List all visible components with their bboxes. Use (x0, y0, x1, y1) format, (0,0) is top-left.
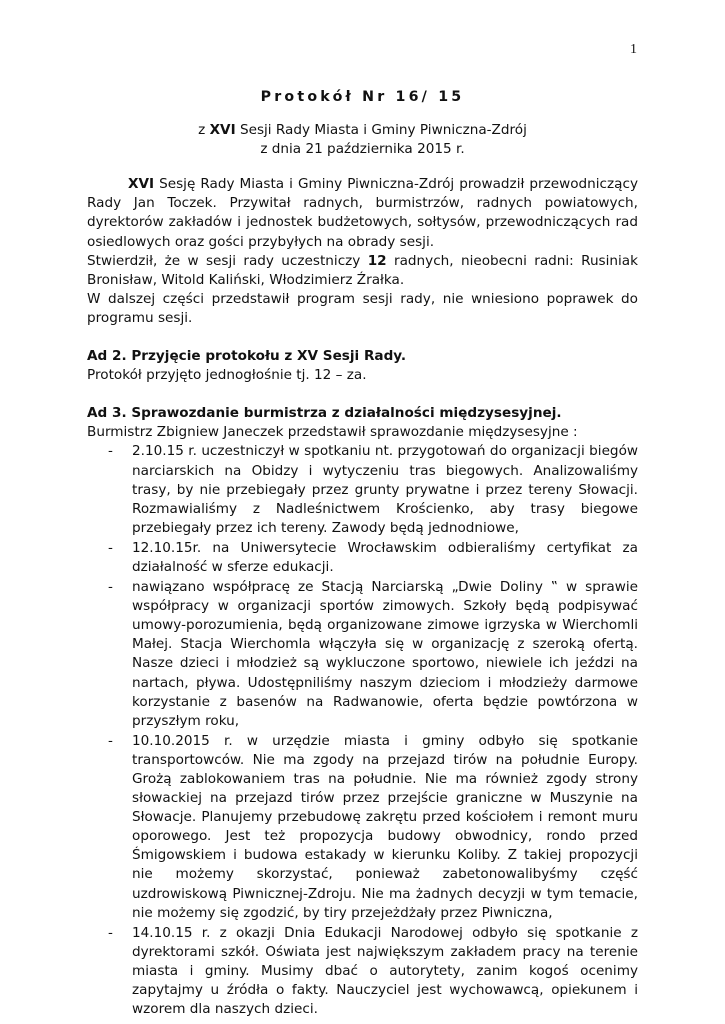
list-item: - 14.10.15 r. z okazji Dnia Edukacji Narodowej odbyło się spotkanie z dyrektorami szkół. Oświata jest największym zakładem pracy na terenie miasta i gminy. Musimy dbać o autorytety, zanim kogoś ocenimy zapytajmy u źródła o fakty. Nauczyciel jest wychowawcą, opiekunem i wzorem dla naszych dzieci. (87, 924, 638, 1019)
program-paragraph: W dalszej części przedstawił program sesji rady, nie wniesiono poprawek do programu sesji. (87, 290, 638, 326)
ad3-heading: Ad 3. Sprawozdanie burmistrza z działalności międzysesyjnej. (87, 405, 562, 422)
session-prefix: z (198, 122, 206, 139)
document-title: Protokół Nr 16/ 15 (260, 89, 465, 105)
intro-roman-number: XVI (128, 176, 155, 193)
ad2-text: Protokół przyjęto jednogłośnie tj. 12 – za. (87, 367, 367, 384)
intro-paragraph (87, 175, 638, 251)
session-date: z dnia 21 października 2015 r. (260, 141, 465, 158)
list-item: - 2.10.15 r. uczestniczył w spotkaniu nt. przygotowań do organizacji biegów narciarskich na Obidzy i wytyczeniu tras biegowych. Analizowaliśmy trasy, by nie przebiegały przez grunty prywatne i przez tereny Słowacji. Rozmawialiśmy z Nadleśnictwem Krościenko, aby trasy biegowe przebiegały przez ich tereny. Zawody będą jednodniowe, (87, 442, 638, 537)
list-item: - nawiązano współpracę ze Stacją Narciarską „Dwie Doliny ‟ w sprawie współpracy w organizacji sportów zimowych. Szkoły będą podpisywać umowy-porozumienia, będą organizowane zimowe igrzyska w Wierchomli Małej. Stacja Wierchomla włączyła się w organizację z szeroką ofertą. Nasze dzieci i młodzież są wykluczone sportowo, niewiele ich jeździ na nartach, pływa. Udostępniliśmy naszym dzieciom i młodzieży darmowe korzystanie z basenów na Radwanowie, oferta będzie powtórzona w przyszłym roku, (87, 578, 638, 731)
spacer (87, 328, 638, 347)
spacer (87, 385, 638, 404)
attendance-count: 12 (367, 252, 387, 269)
ad2-heading: Ad 2. Przyjęcie protokołu z XV Sesji Rady. (87, 348, 407, 365)
intro-text: Sesję Rady Miasta i Gminy Piwniczna-Zdrój prowadził przewodniczący Rady Jan Toczek. Przywitał radnych, burmistrzów, radnych powiatowych, dyrektorów zakładów i jednostek budżetowych, sołtysów, przewodniczących rad osiedlowych oraz gości przybyłych na obrady sesji. (87, 176, 638, 250)
list-item: - 10.10.2015 r. w urzędzie miasta i gminy odbyło się spotkanie transportowców. Nie ma zgody na przejazd tirów na południe Europy. Grożą zablokowaniem tras na południe. Nie ma również zgody strony słowackiej na przejazd tirów przez przejście graniczne w Muszynie na Słowacje. Planujemy przebudowę zakrętu przed kościołem i remont muru oporowego. Jest też propozycja budowy obwodnicy, rondo przed Śmigowskiem i budowa estakady w kierunku Koliby. Z takiej propozycji nie możemy skorzystać, ponieważ zabetonowalibyśmy część uzdrowiskową Piwnicznej-Zdroju. Nie ma żadnych decyzji w tym temacie, nie możemy się zgodzić, by tiry przejeżdżały przez Piwniczna, (87, 732, 638, 923)
page-number: 1 (630, 42, 637, 57)
spacer (87, 159, 638, 175)
document-body (87, 88, 638, 1020)
attendance-paragraph (87, 252, 638, 290)
attendance-after: radnych, nieobecni radni: Rusiniak Bronisław, Witold Kaliński, Włodzimierz Źrałka. (87, 252, 639, 288)
attendance-before: Stwierdził, że w sesji rady uczestniczy (87, 252, 361, 269)
ad3-lead: Burmistrz Zbigniew Janeczek przedstawił sprawozdanie międzysesyjne : (87, 424, 578, 441)
list-item: - 12.10.15r. na Uniwersytecie Wrocławskim odbieraliśmy certyfikat za działalność w sferze edukacji. (87, 539, 638, 577)
session-name: Sesji Rady Miasta i Gminy Piwniczna-Zdrój (239, 122, 527, 139)
session-line (87, 121, 638, 140)
session-roman-number: XVI (209, 122, 236, 139)
report-list (87, 442, 638, 1019)
